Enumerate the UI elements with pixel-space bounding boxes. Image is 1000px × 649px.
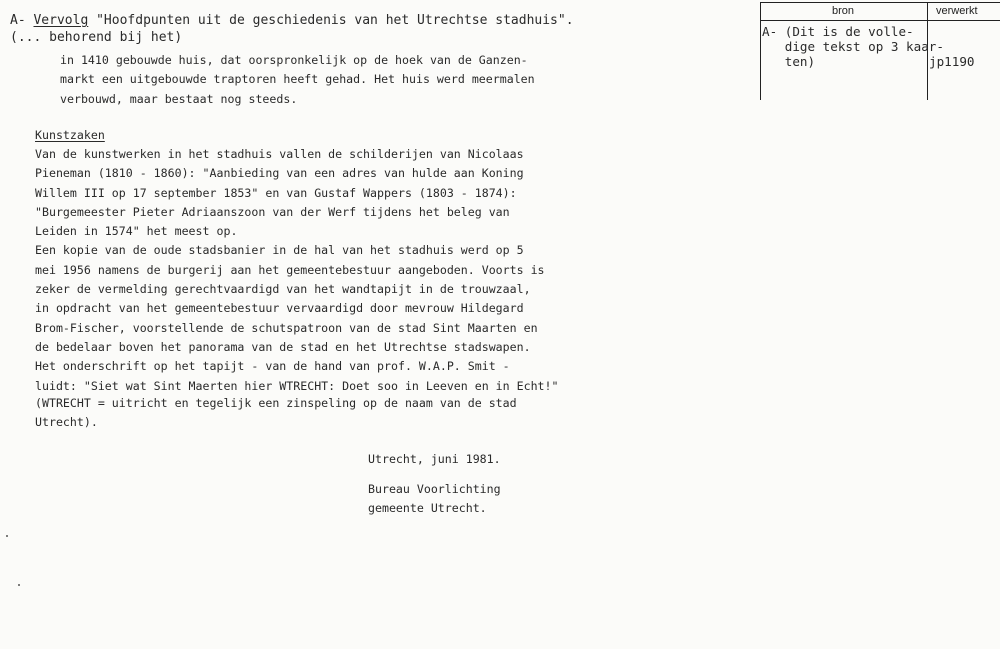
bron-line: ten) (762, 54, 816, 69)
body-line: mei 1956 namens de burgerij aan het gemeentebestuur aangeboden. Voorts is (35, 262, 545, 277)
box-header-divider (760, 20, 1000, 21)
body-paragraph (35, 145, 559, 396)
intro-paragraph (60, 51, 535, 109)
section-heading: Kunstzaken (35, 128, 105, 142)
body-line: de bedelaar boven het panorama van de stad en het Utrechtse stadswapen. (35, 339, 531, 354)
bron-cell (762, 24, 944, 69)
body-line: Willem III op 17 september 1853" en van Gustaf Wappers (1803 - 1874): (35, 185, 517, 200)
scan-speck (6, 535, 8, 537)
column-header-bron: bron (832, 5, 855, 17)
body-line: Van de kunstwerken in het stadhuis vallen de schilderijen van Nicolaas (35, 147, 524, 161)
body-line: "Burgemeester Pieter Adriaanszoon van der Werf tijdens het beleg van (35, 204, 510, 219)
body-line: Het onderschrift op het tapijt - van de hand van prof. W.A.P. Smit - (35, 359, 510, 374)
note-paragraph (35, 394, 517, 433)
closing-signature-line2: gemeente Utrecht. (368, 501, 487, 515)
body-line: Een kopie van de oude stadsbanier in de hal van het stadhuis werd op 5 (35, 243, 524, 258)
bron-line: A- (Dit is de volle- (762, 24, 914, 39)
header-vervolg: Vervolg (33, 13, 89, 28)
box-left-border (760, 2, 761, 100)
body-line: zeker de vermelding gerechtvaardigd van het wandtapijt in de trouwzaal, (35, 282, 531, 297)
intro-line: verbouwd, maar bestaat nog steeds. (60, 91, 298, 106)
body-line: Brom-Fischer, voorstellende de schutspatroon van de stad Sint Maarten en (35, 320, 538, 335)
intro-line: in 1410 gebouwde huis, dat oorspronkelijk op de hoek van de Ganzen- (60, 53, 528, 67)
column-header-verwerkt: verwerkt (936, 5, 978, 17)
closing-signature-line1: Bureau Voorlichting (368, 482, 501, 496)
closing-date: Utrecht, juni 1981. (368, 452, 501, 466)
header-prefix: A- (10, 13, 26, 28)
body-line: Pieneman (1810 - 1860): "Aanbieding van een adres van hulde aan Koning (35, 166, 524, 181)
header-title: "Hoofdpunten uit de geschiedenis van het Utrechtse stadhuis". (96, 13, 574, 28)
verwerkt-cell: jp1190 (929, 54, 975, 69)
header-subline: (... behorend bij het) (10, 30, 183, 45)
bron-line: dige tekst op 3 kaar- (762, 39, 944, 54)
intro-line: markt een uitgebouwde traptoren heeft gehad. Het huis werd meermalen (60, 72, 535, 87)
body-line: in opdracht van het gemeentebestuur vervaardigd door mevrouw Hildegard (35, 301, 524, 316)
note-line: Utrecht). (35, 415, 98, 430)
body-line: Leiden in 1574" het meest op. (35, 224, 238, 239)
box-top-border (760, 2, 1000, 3)
body-line: luidt: "Siet wat Sint Maerten hier WTRECHT: Doet soo in Leeven en in Echt!" (35, 378, 559, 393)
scan-speck (18, 584, 20, 586)
document-header (10, 12, 574, 29)
note-line: (WTRECHT = uitricht en tegelijk een zinspeling op de naam van de stad (35, 396, 517, 410)
